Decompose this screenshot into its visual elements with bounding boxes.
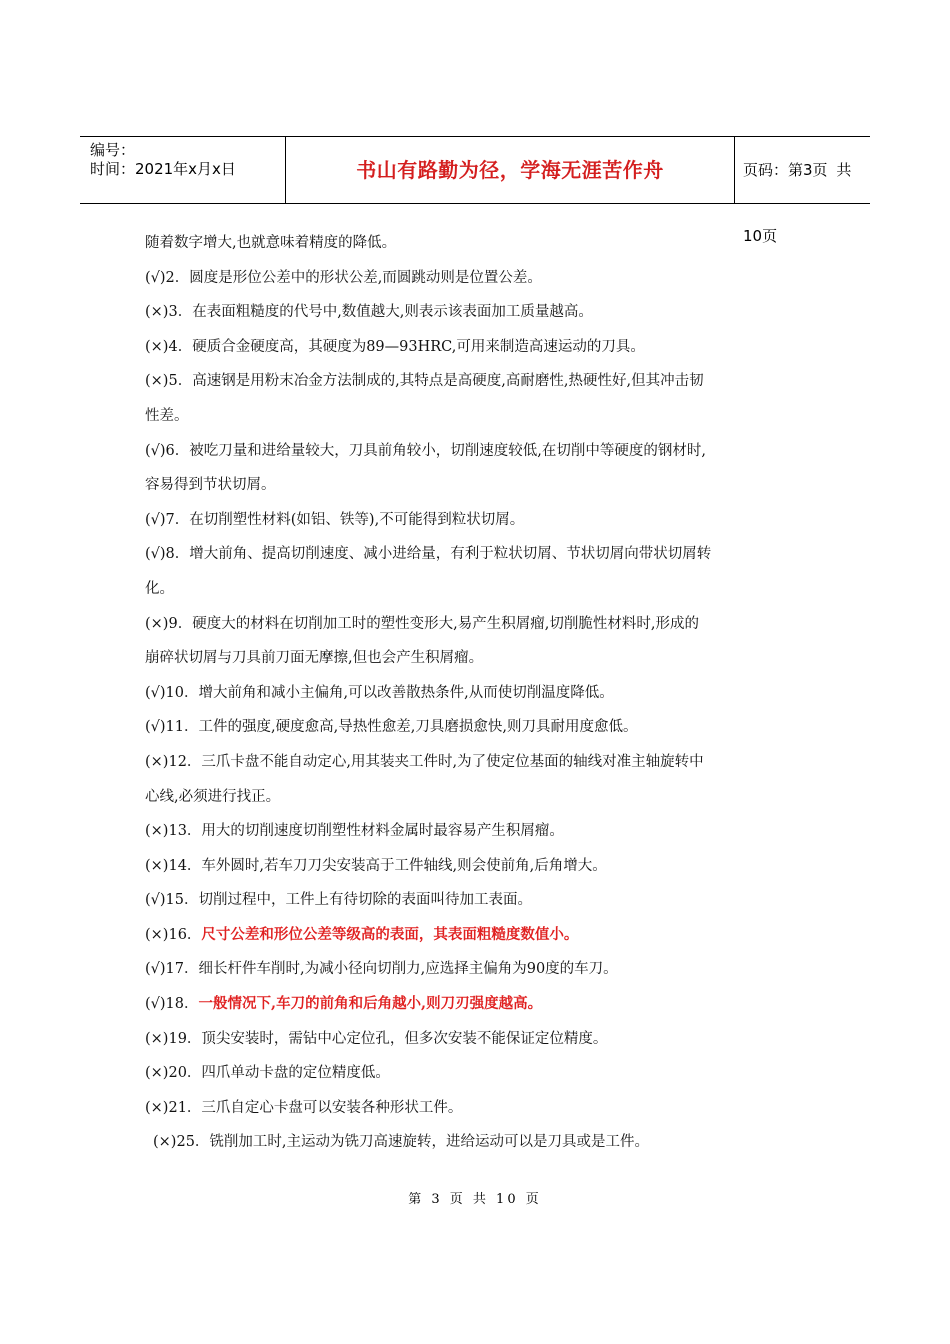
text-line: (×)12．三爪卡盘不能自动定心,用其装夹工件时,为了使定位基面的轴线对准主轴旋转中 [145,753,704,770]
text-line: 随着数字增大,也就意味着精度的降低。 [145,235,397,251]
page-footer: 第 3 页 共 10 页 [408,1192,542,1207]
item-marker: (√)18． [145,996,199,1013]
text-line: 心线,必须进行找正。 [145,788,281,805]
text-line [145,918,815,953]
text-line: 化。 [145,580,174,597]
text-line: (√)2．圆度是形位公差中的形状公差,而圆跳动则是位置公差。 [145,269,542,286]
text-line: (√)15．切削过程中，工件上有待切除的表面叫待加工表面。 [145,892,533,909]
header-page-label: 页码：第3页 [743,161,828,179]
highlighted-statement: 尺寸公差和形位公差等级高的表面，其表面粗糙度数值小。 [201,925,579,943]
text-line: (×)3．在表面粗糙度的代号中,数值越大,则表示该表面加工质量越高。 [145,304,593,321]
text-line: (×)19．顶尖安装时，需钻中心定位孔，但多次安装不能保证定位精度。 [145,1030,608,1047]
header-meta [90,141,280,179]
text-line: (√)10．增大前角和减小主偏角,可以改善散热条件,从而使切削温度降低。 [145,684,614,701]
text-line: (√)17．细长杆件车削时,为减小径向切削力,应选择主偏角为90度的车刀。 [145,961,618,978]
text-line: (×)5．高速钢是用粉末冶金方法制成的,其特点是高硬度,高耐磨性,热硬性好,但其冲击韧 [145,373,704,390]
item-marker: (×)16． [145,926,202,943]
text-line: 容易得到节状切屑。 [145,477,276,494]
header-motto: 书山有路勤为径，学海无涯苦作舟 [285,137,735,203]
text-line: (×)13．用大的切削速度切削塑性材料金属时最容易产生积屑瘤。 [145,823,564,840]
text-line [145,987,815,1022]
header-total-label: 共10页 [743,161,852,245]
header-page-info [743,137,870,245]
text-line: (√)7．在切削塑性材料(如铝、铁等),不可能得到粒状切屑。 [145,511,525,528]
text-line: (√)11．工件的强度,硬度愈高,导热性愈差,刀具磨损愈快,则刀具耐用度愈低。 [145,719,638,736]
text-line: (√)8．增大前角、提高切削速度、减小进给量，有利于粒状切屑、节状切屑向带状切屑转 [145,546,712,563]
text-line: 性差。 [145,407,189,424]
text-line: (×)4．硬质合金硬度高，其硬度为89—93HRC,可用来制造高速运动的刀具。 [145,338,645,355]
text-line: (×)21．三爪自定心卡盘可以安装各种形状工件。 [145,1099,463,1116]
text-line: (√)6．被吃刀量和进给量较大，刀具前角较小，切削速度较低,在切削中等硬度的钢材时, [145,442,706,459]
text-line: (×)9．硬度大的材料在切削加工时的塑性变形大,易产生积屑瘤,切削脆性材料时,形成的 [145,615,700,632]
text-line: (×)25．铣削加工时,主运动为铣刀高速旋转，进给运动可以是刀具或是工件。 [153,1134,650,1151]
text-line: (×)20．四爪单动卡盘的定位精度低。 [145,1065,390,1082]
document-time-label: 时间：2021年x月x日 [90,160,236,178]
text-line: 崩碎状切屑与刀具前刀面无摩擦,但也会产生积屑瘤。 [145,650,484,667]
highlighted-statement: 一般情况下,车刀的前角和后角越小,则刀刃强度越高。 [198,995,543,1013]
text-line: (×)14．车外圆时,若车刀刀尖安装高于工件轴线,则会使前角,后角增大。 [145,857,607,874]
document-number-label: 编号： [90,141,136,159]
document-body [145,226,815,1160]
